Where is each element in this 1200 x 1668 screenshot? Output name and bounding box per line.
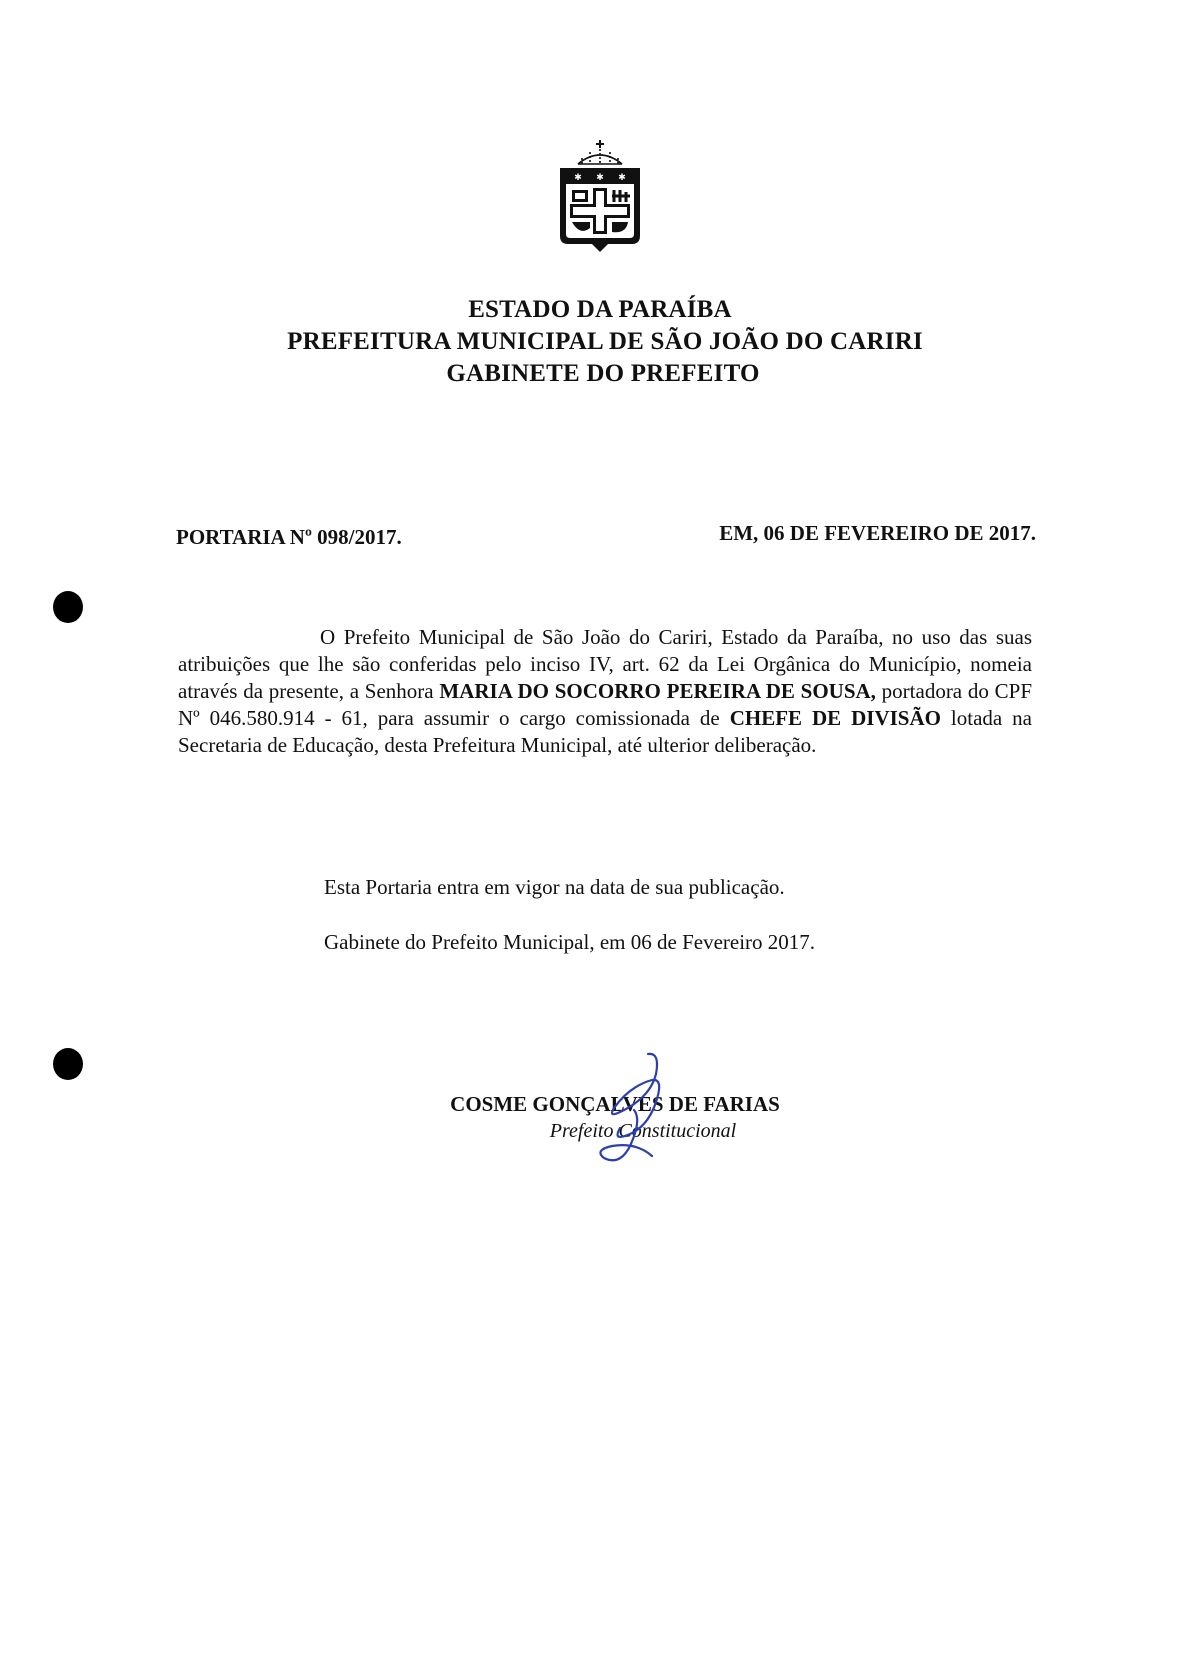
svg-text:✱: ✱: [574, 173, 582, 183]
effective-date-statement: Esta Portaria entra em vigor na data de sua publicação.: [324, 875, 785, 899]
portaria-date: EM, 06 DE FEVEREIRO DE 2017.: [719, 521, 1036, 545]
svg-text:✱: ✱: [618, 173, 626, 183]
portaria-number: PORTARIA Nº 098/2017.: [176, 525, 402, 549]
office-name: GABINETE DO PREFEITO: [446, 360, 760, 387]
reference-row: [176, 521, 1036, 553]
appointed-role: CHEFE DE DIVISÃO: [729, 706, 941, 730]
punch-hole-bottom: [53, 1048, 83, 1080]
signer-title: Prefeito Constitucional: [549, 1120, 737, 1142]
body-text-part2: portadora do CPF Nº 046.580.914 - 61, para assumir o cargo comissionada de: [178, 679, 1032, 730]
body-text-part3: lotada na Secretaria de Educação, desta Prefeitura Municipal, até ulterior deliberação.: [178, 706, 1032, 757]
municipality-name: PREFEITURA MUNICIPAL DE SÃO JOÃO DO CARIRI: [287, 328, 923, 355]
signer-name: COSME GONÇALVES DE FARIAS: [450, 1092, 780, 1116]
issuing-office-date: Gabinete do Prefeito Municipal, em 06 de Fevereiro 2017.: [324, 930, 816, 954]
state-name: ESTADO DA PARAÍBA: [468, 296, 732, 323]
body-paragraph: [178, 624, 1032, 759]
letterhead: [0, 294, 1200, 390]
svg-text:✱: ✱: [596, 173, 604, 183]
coat-of-arms-icon: [548, 140, 652, 260]
appointee-name: MARIA DO SOCORRO PEREIRA DE SOUSA,: [439, 679, 876, 703]
body-text-part1: O Prefeito Municipal de São João do Cariri, Estado da Paraíba, no uso das suas atribuições que lhe são conferidas pelo inciso IV, art. 62 da Lei Orgânica do Município, nomeia através da presente, a Senhora: [178, 625, 1032, 703]
punch-hole-top: [53, 591, 83, 623]
handwritten-signature-icon: [590, 1050, 680, 1170]
